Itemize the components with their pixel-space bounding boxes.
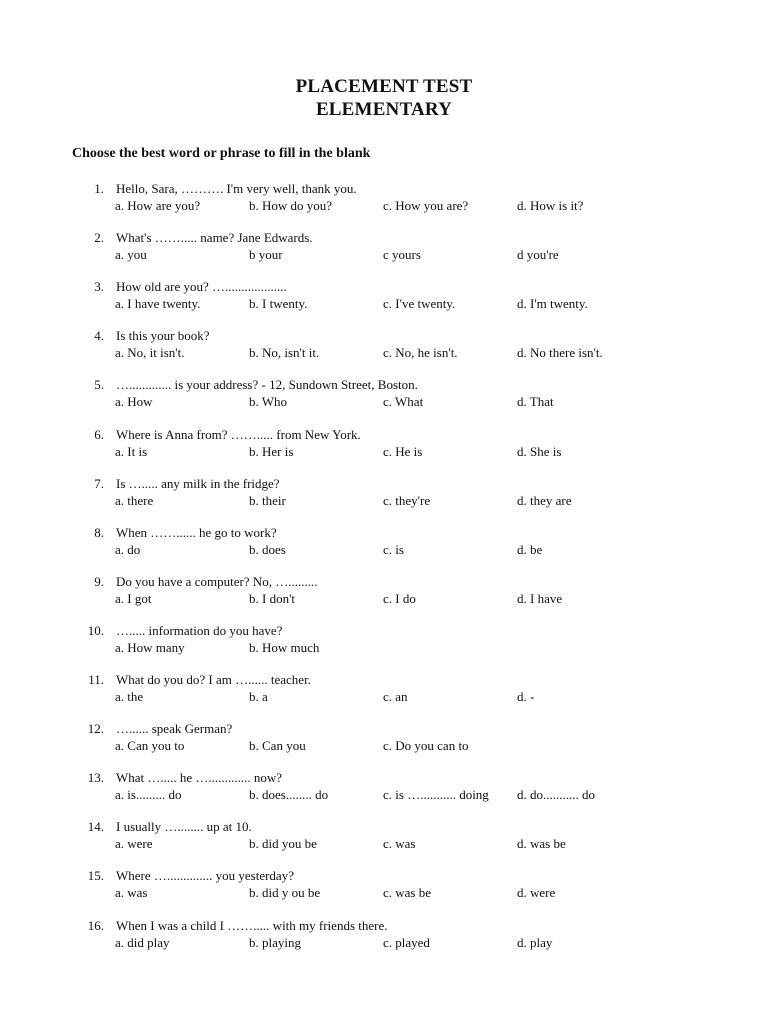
answer-option-c: c. No, he isn't. bbox=[383, 345, 458, 360]
question-text: …...... speak German? bbox=[116, 721, 233, 736]
answer-option-b: b your bbox=[249, 247, 283, 262]
answer-option-a: a. do bbox=[115, 542, 141, 557]
question-number: 16. bbox=[87, 918, 104, 933]
question-number: 8. bbox=[94, 525, 104, 540]
question-number: 11. bbox=[88, 672, 104, 687]
answer-option-b: b. I don't bbox=[249, 591, 296, 606]
question-item bbox=[0, 573, 768, 609]
answer-option-c: c. I've twenty. bbox=[383, 296, 456, 311]
answer-option-d: d. How is it? bbox=[517, 198, 584, 213]
answer-option-c: c. they're bbox=[383, 493, 431, 508]
question-text: What …..... he …............. now? bbox=[116, 770, 283, 785]
answer-option-c: c. Do you can to bbox=[383, 738, 469, 753]
answer-option-a: a. the bbox=[115, 689, 144, 704]
answer-option-b: b. No, isn't it. bbox=[249, 345, 320, 360]
question-item bbox=[0, 475, 768, 511]
question-number: 14. bbox=[87, 819, 104, 834]
answer-option-b: b. does bbox=[249, 542, 286, 557]
answer-option-c: c. is bbox=[383, 542, 404, 557]
question-text: When ……...... he go to work? bbox=[116, 525, 277, 540]
question-number: 2. bbox=[94, 230, 104, 245]
answer-option-d: d. play bbox=[517, 935, 553, 950]
question-text: Hello, Sara, ………. I'm very well, thank you. bbox=[116, 181, 357, 196]
answer-option-b: b. did y ou be bbox=[249, 885, 321, 900]
question-text: …............. is your address? - 12, Sundown Street, Boston. bbox=[116, 377, 418, 392]
question-item bbox=[0, 622, 768, 658]
question-text: How old are you? …................... bbox=[116, 279, 287, 294]
answer-option-c: c. is …........... doing bbox=[383, 787, 489, 802]
question-text: What do you do? I am …...... teacher. bbox=[116, 672, 311, 687]
question-item bbox=[0, 867, 768, 903]
answer-option-c: c. an bbox=[383, 689, 408, 704]
question-item bbox=[0, 671, 768, 707]
question-number: 3. bbox=[94, 279, 104, 294]
question-item bbox=[0, 769, 768, 805]
answer-option-b: b. Her is bbox=[249, 444, 294, 459]
answer-option-c: c. What bbox=[383, 394, 424, 409]
answer-option-d: d you're bbox=[517, 247, 559, 262]
answer-option-a: a. Can you to bbox=[115, 738, 185, 753]
question-number: 7. bbox=[94, 476, 104, 491]
answer-option-d: d. She is bbox=[517, 444, 562, 459]
question-item bbox=[0, 818, 768, 854]
question-item bbox=[0, 426, 768, 462]
answer-option-a: a. did play bbox=[115, 935, 170, 950]
answer-option-b: b. How much bbox=[249, 640, 320, 655]
answer-option-c: c. I do bbox=[383, 591, 416, 606]
answer-option-b: b. Can you bbox=[249, 738, 306, 753]
question-number: 1. bbox=[94, 181, 104, 196]
question-text: Where is Anna from? ……..... from New York. bbox=[116, 427, 361, 442]
answer-option-b: b. a bbox=[249, 689, 268, 704]
answer-option-d: d. I have bbox=[517, 591, 563, 606]
answer-option-c: c. He is bbox=[383, 444, 423, 459]
question-number: 4. bbox=[94, 328, 104, 343]
answer-option-b: b. I twenty. bbox=[249, 296, 308, 311]
question-text: Is this your book? bbox=[116, 328, 210, 343]
question-item bbox=[0, 720, 768, 756]
answer-option-d: d. That bbox=[517, 394, 554, 409]
answer-option-a: a. were bbox=[115, 836, 153, 851]
question-number: 10. bbox=[87, 623, 104, 638]
answer-option-d: d. do........... do bbox=[517, 787, 595, 802]
answer-option-a: a. How bbox=[115, 394, 153, 409]
answer-option-a: a. How are you? bbox=[115, 198, 201, 213]
question-item bbox=[0, 278, 768, 314]
answer-option-a: a. I got bbox=[115, 591, 152, 606]
question-text: …..... information do you have? bbox=[116, 623, 283, 638]
question-text: Do you have a computer? No, …......... bbox=[116, 574, 318, 589]
answer-option-a: a. was bbox=[115, 885, 148, 900]
answer-option-b: b. playing bbox=[249, 935, 301, 950]
answer-option-a: a. How many bbox=[115, 640, 185, 655]
answer-option-d: d. was be bbox=[517, 836, 566, 851]
question-item bbox=[0, 376, 768, 412]
answer-option-b: b. their bbox=[249, 493, 286, 508]
answer-option-c: c. was be bbox=[383, 885, 432, 900]
question-text: When I was a child I ……..... with my friends there. bbox=[116, 918, 388, 933]
question-number: 15. bbox=[87, 868, 104, 883]
answer-option-b: b. Who bbox=[249, 394, 288, 409]
question-text: I usually …........ up at 10. bbox=[116, 819, 252, 834]
answer-option-b: b. did you be bbox=[249, 836, 317, 851]
question-item bbox=[0, 229, 768, 265]
question-item bbox=[0, 917, 768, 953]
answer-option-d: d. No there isn't. bbox=[517, 345, 603, 360]
answer-option-c: c. was bbox=[383, 836, 416, 851]
question-number: 5. bbox=[94, 377, 104, 392]
answer-option-d: d. be bbox=[517, 542, 543, 557]
question-item bbox=[0, 180, 768, 216]
question-item bbox=[0, 524, 768, 560]
answer-option-d: d. were bbox=[517, 885, 556, 900]
answer-option-a: a. you bbox=[115, 247, 147, 262]
answer-option-a: a. there bbox=[115, 493, 154, 508]
answer-option-c: c. played bbox=[383, 935, 430, 950]
question-number: 9. bbox=[94, 574, 104, 589]
question-item bbox=[0, 327, 768, 363]
page-title: PLACEMENT TEST bbox=[295, 76, 473, 97]
answer-option-a: a. is......... do bbox=[115, 787, 182, 802]
question-text: Is …..... any milk in the fridge? bbox=[116, 476, 280, 491]
answer-option-d: d. they are bbox=[517, 493, 572, 508]
page-subtitle: ELEMENTARY bbox=[315, 99, 453, 120]
answer-option-a: a. It is bbox=[115, 444, 148, 459]
answer-option-d: d. - bbox=[517, 689, 535, 704]
question-text: Where ….............. you yesterday? bbox=[116, 868, 294, 883]
question-number: 12. bbox=[87, 721, 104, 736]
question-number: 13. bbox=[87, 770, 104, 785]
question-text: What's ……..... name? Jane Edwards. bbox=[116, 230, 313, 245]
answer-option-a: a. I have twenty. bbox=[115, 296, 201, 311]
answer-option-c: c. How you are? bbox=[383, 198, 469, 213]
instructions: Choose the best word or phrase to fill in the blank bbox=[72, 146, 371, 161]
answer-option-b: b. does........ do bbox=[249, 787, 329, 802]
answer-option-a: a. No, it isn't. bbox=[115, 345, 185, 360]
answer-option-d: d. I'm twenty. bbox=[517, 296, 588, 311]
answer-option-c: c yours bbox=[383, 247, 421, 262]
answer-option-b: b. How do you? bbox=[249, 198, 333, 213]
question-number: 6. bbox=[94, 427, 104, 442]
